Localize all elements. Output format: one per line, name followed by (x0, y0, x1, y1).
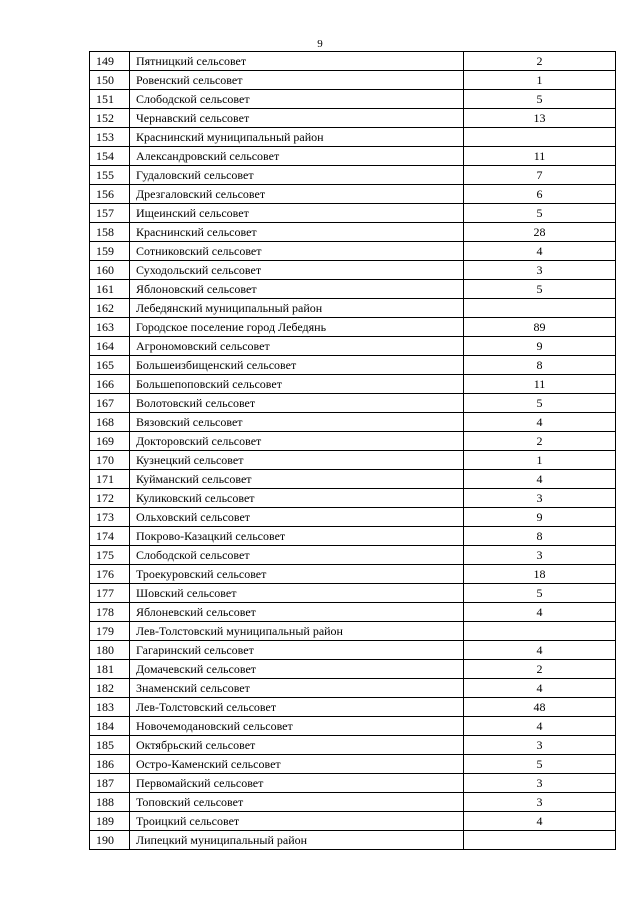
row-value-cell: 4 (464, 717, 616, 736)
table-row (90, 204, 616, 223)
row-number-cell: 176 (90, 565, 130, 584)
row-value-cell: 1 (464, 451, 616, 470)
table-row (90, 812, 616, 831)
table-row (90, 299, 616, 318)
row-number-cell: 162 (90, 299, 130, 318)
row-value-cell: 5 (464, 584, 616, 603)
row-value-cell: 3 (464, 489, 616, 508)
row-value-cell (464, 299, 616, 318)
row-value-cell: 9 (464, 508, 616, 527)
table-row (90, 71, 616, 90)
table-row (90, 603, 616, 622)
table-row (90, 698, 616, 717)
row-number-cell: 170 (90, 451, 130, 470)
row-value-cell: 1 (464, 71, 616, 90)
row-name-cell: Остро-Каменский сельсовет (130, 755, 464, 774)
row-value-cell: 11 (464, 375, 616, 394)
row-number-cell: 152 (90, 109, 130, 128)
row-name-cell: Вязовский сельсовет (130, 413, 464, 432)
row-name-cell: Дрезгаловский сельсовет (130, 185, 464, 204)
table-row (90, 793, 616, 812)
row-name-cell: Лев-Толстовский муниципальный район (130, 622, 464, 641)
table-row (90, 755, 616, 774)
table-row (90, 52, 616, 71)
table-row (90, 432, 616, 451)
row-name-cell: Яблоновский сельсовет (130, 280, 464, 299)
row-number-cell: 157 (90, 204, 130, 223)
row-value-cell: 8 (464, 527, 616, 546)
row-number-cell: 187 (90, 774, 130, 793)
row-name-cell: Октябрьский сельсовет (130, 736, 464, 755)
table-row (90, 90, 616, 109)
row-value-cell: 5 (464, 90, 616, 109)
table-row (90, 223, 616, 242)
row-name-cell: Ольховский сельсовет (130, 508, 464, 527)
row-number-cell: 160 (90, 261, 130, 280)
row-value-cell: 11 (464, 147, 616, 166)
table-row (90, 185, 616, 204)
table-body (90, 52, 616, 850)
table-row (90, 318, 616, 337)
data-table (89, 51, 616, 850)
row-name-cell: Городское поселение город Лебедянь (130, 318, 464, 337)
table-row (90, 508, 616, 527)
row-value-cell: 5 (464, 280, 616, 299)
row-name-cell: Покрово-Казацкий сельсовет (130, 527, 464, 546)
row-value-cell: 4 (464, 641, 616, 660)
row-name-cell: Новочемодановский сельсовет (130, 717, 464, 736)
row-number-cell: 150 (90, 71, 130, 90)
row-name-cell: Суходольский сельсовет (130, 261, 464, 280)
row-value-cell (464, 128, 616, 147)
table-row (90, 394, 616, 413)
row-number-cell: 172 (90, 489, 130, 508)
row-name-cell: Кузнецкий сельсовет (130, 451, 464, 470)
row-number-cell: 185 (90, 736, 130, 755)
table-row (90, 337, 616, 356)
row-name-cell: Краснинский сельсовет (130, 223, 464, 242)
row-number-cell: 180 (90, 641, 130, 660)
row-value-cell: 48 (464, 698, 616, 717)
row-number-cell: 166 (90, 375, 130, 394)
row-value-cell: 4 (464, 470, 616, 489)
row-value-cell: 8 (464, 356, 616, 375)
row-number-cell: 156 (90, 185, 130, 204)
row-name-cell: Куйманский сельсовет (130, 470, 464, 489)
row-name-cell: Большеизбищенский сельсовет (130, 356, 464, 375)
row-value-cell: 3 (464, 793, 616, 812)
table-row (90, 546, 616, 565)
table-row (90, 166, 616, 185)
row-name-cell: Пятницкий сельсовет (130, 52, 464, 71)
row-number-cell: 164 (90, 337, 130, 356)
row-number-cell: 161 (90, 280, 130, 299)
row-value-cell: 4 (464, 679, 616, 698)
row-value-cell: 2 (464, 432, 616, 451)
table-row (90, 261, 616, 280)
row-name-cell: Лев-Толстовский сельсовет (130, 698, 464, 717)
row-name-cell: Топовский сельсовет (130, 793, 464, 812)
row-value-cell: 5 (464, 394, 616, 413)
table-row (90, 641, 616, 660)
row-number-cell: 183 (90, 698, 130, 717)
row-name-cell: Большепоповский сельсовет (130, 375, 464, 394)
row-number-cell: 189 (90, 812, 130, 831)
row-number-cell: 184 (90, 717, 130, 736)
row-number-cell: 167 (90, 394, 130, 413)
row-number-cell: 163 (90, 318, 130, 337)
row-value-cell (464, 622, 616, 641)
table-row (90, 584, 616, 603)
table-row (90, 774, 616, 793)
row-value-cell: 6 (464, 185, 616, 204)
row-number-cell: 149 (90, 52, 130, 71)
table-row (90, 660, 616, 679)
row-name-cell: Липецкий муниципальный район (130, 831, 464, 850)
row-number-cell: 177 (90, 584, 130, 603)
table-row (90, 565, 616, 584)
row-name-cell: Яблоневский сельсовет (130, 603, 464, 622)
table-row (90, 147, 616, 166)
row-value-cell: 89 (464, 318, 616, 337)
row-name-cell: Гудаловский сельсовет (130, 166, 464, 185)
table-row (90, 128, 616, 147)
row-number-cell: 159 (90, 242, 130, 261)
row-name-cell: Александровский сельсовет (130, 147, 464, 166)
row-number-cell: 190 (90, 831, 130, 850)
table-row (90, 242, 616, 261)
row-value-cell: 4 (464, 242, 616, 261)
row-name-cell: Краснинский муниципальный район (130, 128, 464, 147)
row-value-cell: 2 (464, 52, 616, 71)
row-value-cell: 3 (464, 261, 616, 280)
table-row (90, 470, 616, 489)
row-name-cell: Первомайский сельсовет (130, 774, 464, 793)
table-row (90, 679, 616, 698)
row-number-cell: 171 (90, 470, 130, 489)
table-row (90, 489, 616, 508)
row-value-cell: 2 (464, 660, 616, 679)
table-row (90, 451, 616, 470)
row-name-cell: Лебедянский муниципальный район (130, 299, 464, 318)
row-number-cell: 182 (90, 679, 130, 698)
row-number-cell: 154 (90, 147, 130, 166)
row-number-cell: 178 (90, 603, 130, 622)
table-row (90, 413, 616, 432)
row-name-cell: Знаменский сельсовет (130, 679, 464, 698)
row-name-cell: Слободской сельсовет (130, 546, 464, 565)
row-number-cell: 186 (90, 755, 130, 774)
row-value-cell: 3 (464, 774, 616, 793)
row-value-cell: 7 (464, 166, 616, 185)
table-row (90, 717, 616, 736)
table-row (90, 375, 616, 394)
row-number-cell: 181 (90, 660, 130, 679)
row-value-cell (464, 831, 616, 850)
row-number-cell: 179 (90, 622, 130, 641)
row-name-cell: Слободской сельсовет (130, 90, 464, 109)
row-number-cell: 169 (90, 432, 130, 451)
row-name-cell: Куликовский сельсовет (130, 489, 464, 508)
row-number-cell: 188 (90, 793, 130, 812)
row-number-cell: 151 (90, 90, 130, 109)
table-row (90, 736, 616, 755)
row-value-cell: 4 (464, 812, 616, 831)
row-number-cell: 175 (90, 546, 130, 565)
row-name-cell: Шовский сельсовет (130, 584, 464, 603)
row-value-cell: 18 (464, 565, 616, 584)
row-name-cell: Ищеинский сельсовет (130, 204, 464, 223)
row-value-cell: 4 (464, 413, 616, 432)
row-number-cell: 173 (90, 508, 130, 527)
table-row (90, 622, 616, 641)
table-row (90, 109, 616, 128)
row-value-cell: 9 (464, 337, 616, 356)
row-number-cell: 153 (90, 128, 130, 147)
row-number-cell: 155 (90, 166, 130, 185)
row-number-cell: 174 (90, 527, 130, 546)
row-number-cell: 165 (90, 356, 130, 375)
table-row (90, 356, 616, 375)
table-row (90, 280, 616, 299)
row-name-cell: Сотниковский сельсовет (130, 242, 464, 261)
row-name-cell: Агрономовский сельсовет (130, 337, 464, 356)
row-name-cell: Гагаринский сельсовет (130, 641, 464, 660)
page-number: 9 (317, 38, 323, 50)
row-value-cell: 5 (464, 755, 616, 774)
row-value-cell: 13 (464, 109, 616, 128)
row-value-cell: 5 (464, 204, 616, 223)
row-name-cell: Волотовский сельсовет (130, 394, 464, 413)
row-number-cell: 168 (90, 413, 130, 432)
row-name-cell: Домачевский сельсовет (130, 660, 464, 679)
row-value-cell: 3 (464, 546, 616, 565)
row-number-cell: 158 (90, 223, 130, 242)
row-name-cell: Троицкий сельсовет (130, 812, 464, 831)
row-name-cell: Чернавский сельсовет (130, 109, 464, 128)
row-name-cell: Троекуровский сельсовет (130, 565, 464, 584)
row-value-cell: 3 (464, 736, 616, 755)
row-value-cell: 4 (464, 603, 616, 622)
table-row (90, 527, 616, 546)
row-name-cell: Докторовский сельсовет (130, 432, 464, 451)
row-value-cell: 28 (464, 223, 616, 242)
row-name-cell: Ровенский сельсовет (130, 71, 464, 90)
table-row (90, 831, 616, 850)
